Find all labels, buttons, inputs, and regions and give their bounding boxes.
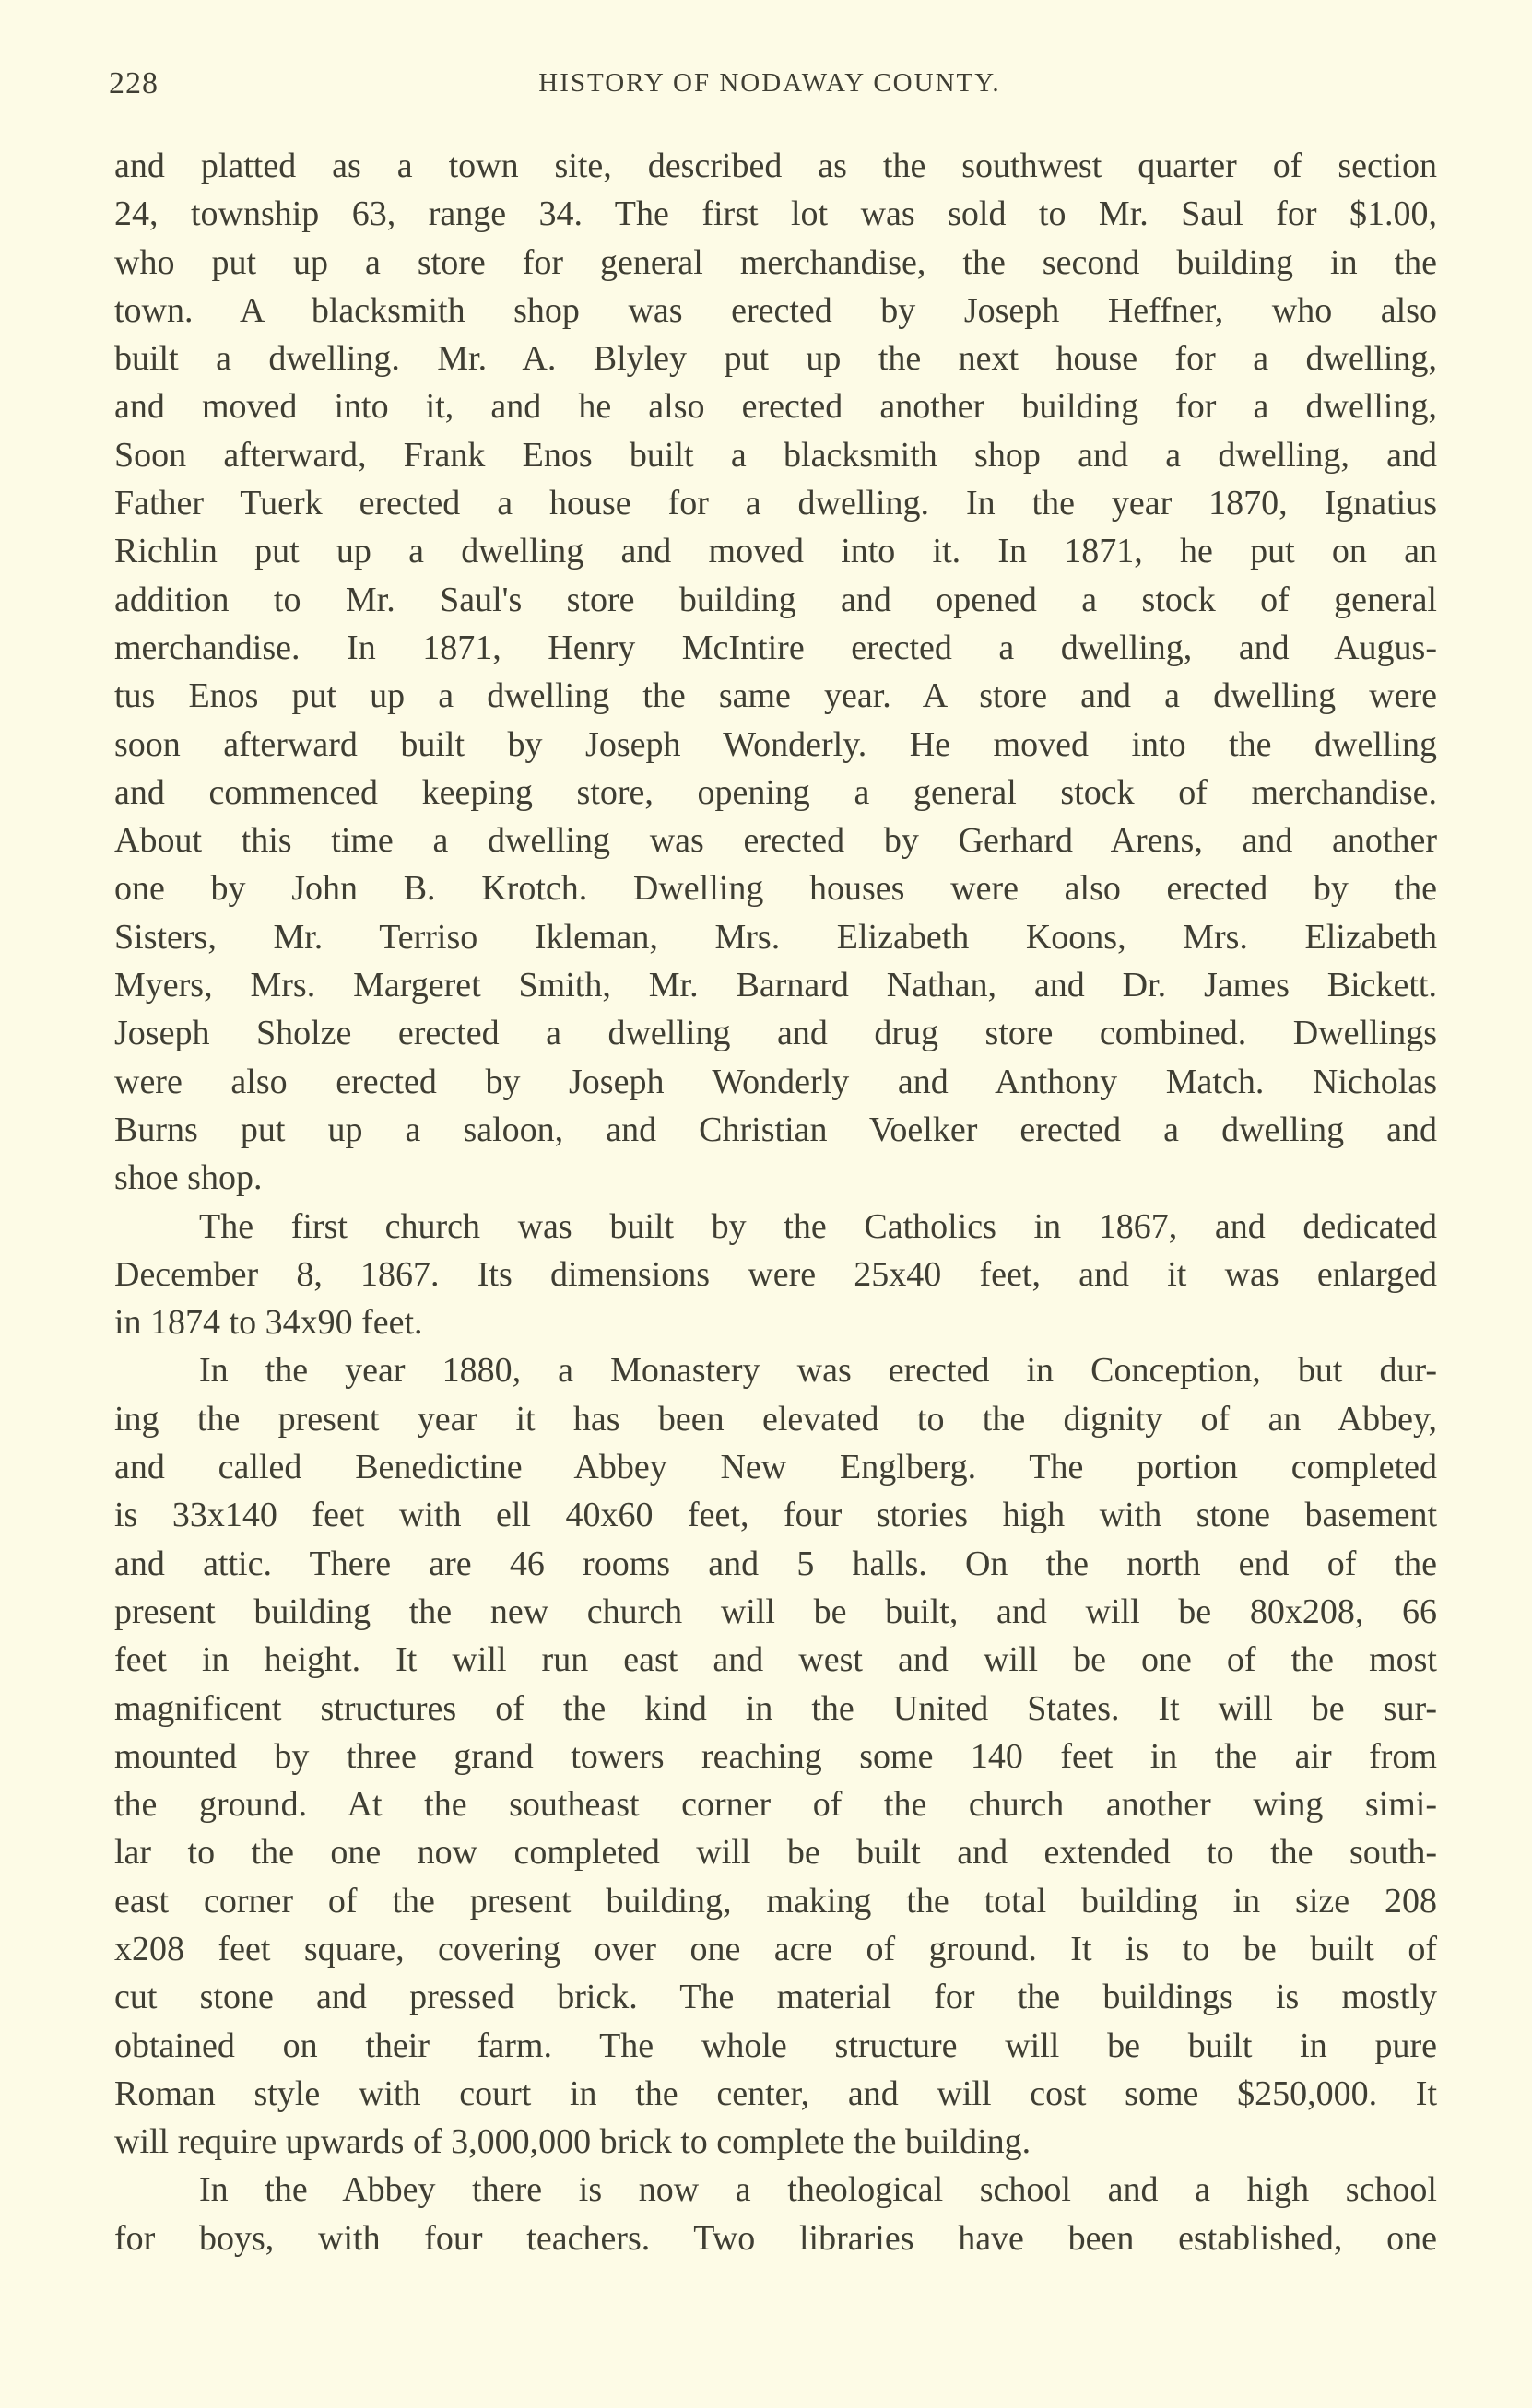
text-line: Roman style with court in the center, and will cost some $250,000. It	[114, 2073, 1437, 2113]
text-line: ing the present year it has been elevated to the dignity of an Abbey,	[114, 1399, 1437, 1439]
text-line: In the year 1880, a Monastery was erected in Conception, but dur-	[199, 1351, 1437, 1391]
text-line: Burns put up a saloon, and Christian Voelker erected a dwelling and	[114, 1110, 1437, 1149]
text-line: tus Enos put up a dwelling the same year. A store and a dwelling were	[114, 676, 1437, 716]
text-line: who put up a store for general merchandise, the second building in the	[114, 242, 1437, 282]
text-line: town. A blacksmith shop was erected by Joseph Heffner, who also	[114, 290, 1437, 330]
text-line: is 33x140 feet with ell 40x60 feet, four stories high with stone basement	[114, 1496, 1437, 1535]
text-line: Richlin put up a dwelling and moved into it. In 1871, he put on an	[114, 532, 1437, 571]
text-line: and attic. There are 46 rooms and 5 halls. On the north end of the	[114, 1544, 1437, 1583]
text-line: December 8, 1867. Its dimensions were 25x40 feet, and it was enlarged	[114, 1254, 1437, 1294]
body-text	[114, 142, 1437, 2262]
text-line: east corner of the present building, making the total building in size 208	[114, 1881, 1437, 1921]
text-line: the ground. At the southeast corner of the church another wing simi-	[114, 1785, 1437, 1825]
text-line: in 1874 to 34x90 feet.	[114, 1303, 423, 1343]
text-line: Father Tuerk erected a house for a dwelling. In the year 1870, Ignatius	[114, 484, 1437, 523]
text-line: for boys, with four teachers. Two libraries have been established, one	[114, 2218, 1437, 2258]
text-line: feet in height. It will run east and west and will be one of the most	[114, 1640, 1437, 1680]
text-line: Soon afterward, Frank Enos built a blacksmith shop and a dwelling, and	[114, 435, 1437, 475]
text-line: 24, township 63, range 34. The first lot was sold to Mr. Saul for $1.00,	[114, 194, 1437, 234]
text-line: built a dwelling. Mr. A. Blyley put up the next house for a dwelling,	[114, 339, 1437, 379]
text-line: will require upwards of 3,000,000 brick to complete the building.	[114, 2122, 1031, 2162]
text-line: one by John B. Krotch. Dwelling houses were also erected by the	[114, 869, 1437, 909]
text-line: The first church was built by the Catholics in 1867, and dedicated	[199, 1206, 1437, 1246]
text-line: lar to the one now completed will be built and extended to the south-	[114, 1833, 1437, 1873]
text-line: cut stone and pressed brick. The material for the buildings is mostly	[114, 1978, 1437, 2017]
text-line: and commenced keeping store, opening a general stock of merchandise.	[114, 772, 1437, 812]
text-line: were also erected by Joseph Wonderly and Anthony Match. Nicholas	[114, 1062, 1437, 1101]
text-line: Sisters, Mr. Terriso Ikleman, Mrs. Elizabeth Koons, Mrs. Elizabeth	[114, 917, 1437, 957]
text-line: In the Abbey there is now a theological school and a high school	[199, 2170, 1437, 2210]
text-line: Joseph Sholze erected a dwelling and drug store combined. Dwellings	[114, 1014, 1437, 1053]
text-line: merchandise. In 1871, Henry McIntire erected a dwelling, and Augus-	[114, 628, 1437, 667]
running-title: HISTORY OF NODAWAY COUNTY.	[538, 68, 1001, 98]
text-line: mounted by three grand towers reaching some 140 feet in the air from	[114, 1736, 1437, 1776]
text-line: and called Benedictine Abbey New Englberg. The portion completed	[114, 1448, 1437, 1487]
text-line: shoe shop.	[114, 1158, 263, 1198]
text-line: magnificent structures of the kind in the United States. It will be sur-	[114, 1688, 1437, 1728]
text-line: Myers, Mrs. Margeret Smith, Mr. Barnard Nathan, and Dr. James Bickett.	[114, 966, 1437, 1005]
text-line: and moved into it, and he also erected another building for a dwelling,	[114, 387, 1437, 427]
text-line: soon afterward built by Joseph Wonderly. He moved into the dwelling	[114, 724, 1437, 764]
text-line: and platted as a town site, described as the southwest quarter of section	[114, 147, 1437, 185]
text-line: addition to Mr. Saul's store building and opened a stock of general	[114, 580, 1437, 619]
text-line: obtained on their farm. The whole structure will be built in pure	[114, 2026, 1437, 2065]
text-line: present building the new church will be built, and will be 80x208, 66	[114, 1592, 1437, 1631]
page-number: 228	[109, 66, 159, 100]
text-line: x208 feet square, covering over one acre of ground. It is to be built of	[114, 1929, 1437, 1968]
text-line: About this time a dwelling was erected by Gerhard Arens, and another	[114, 821, 1437, 861]
